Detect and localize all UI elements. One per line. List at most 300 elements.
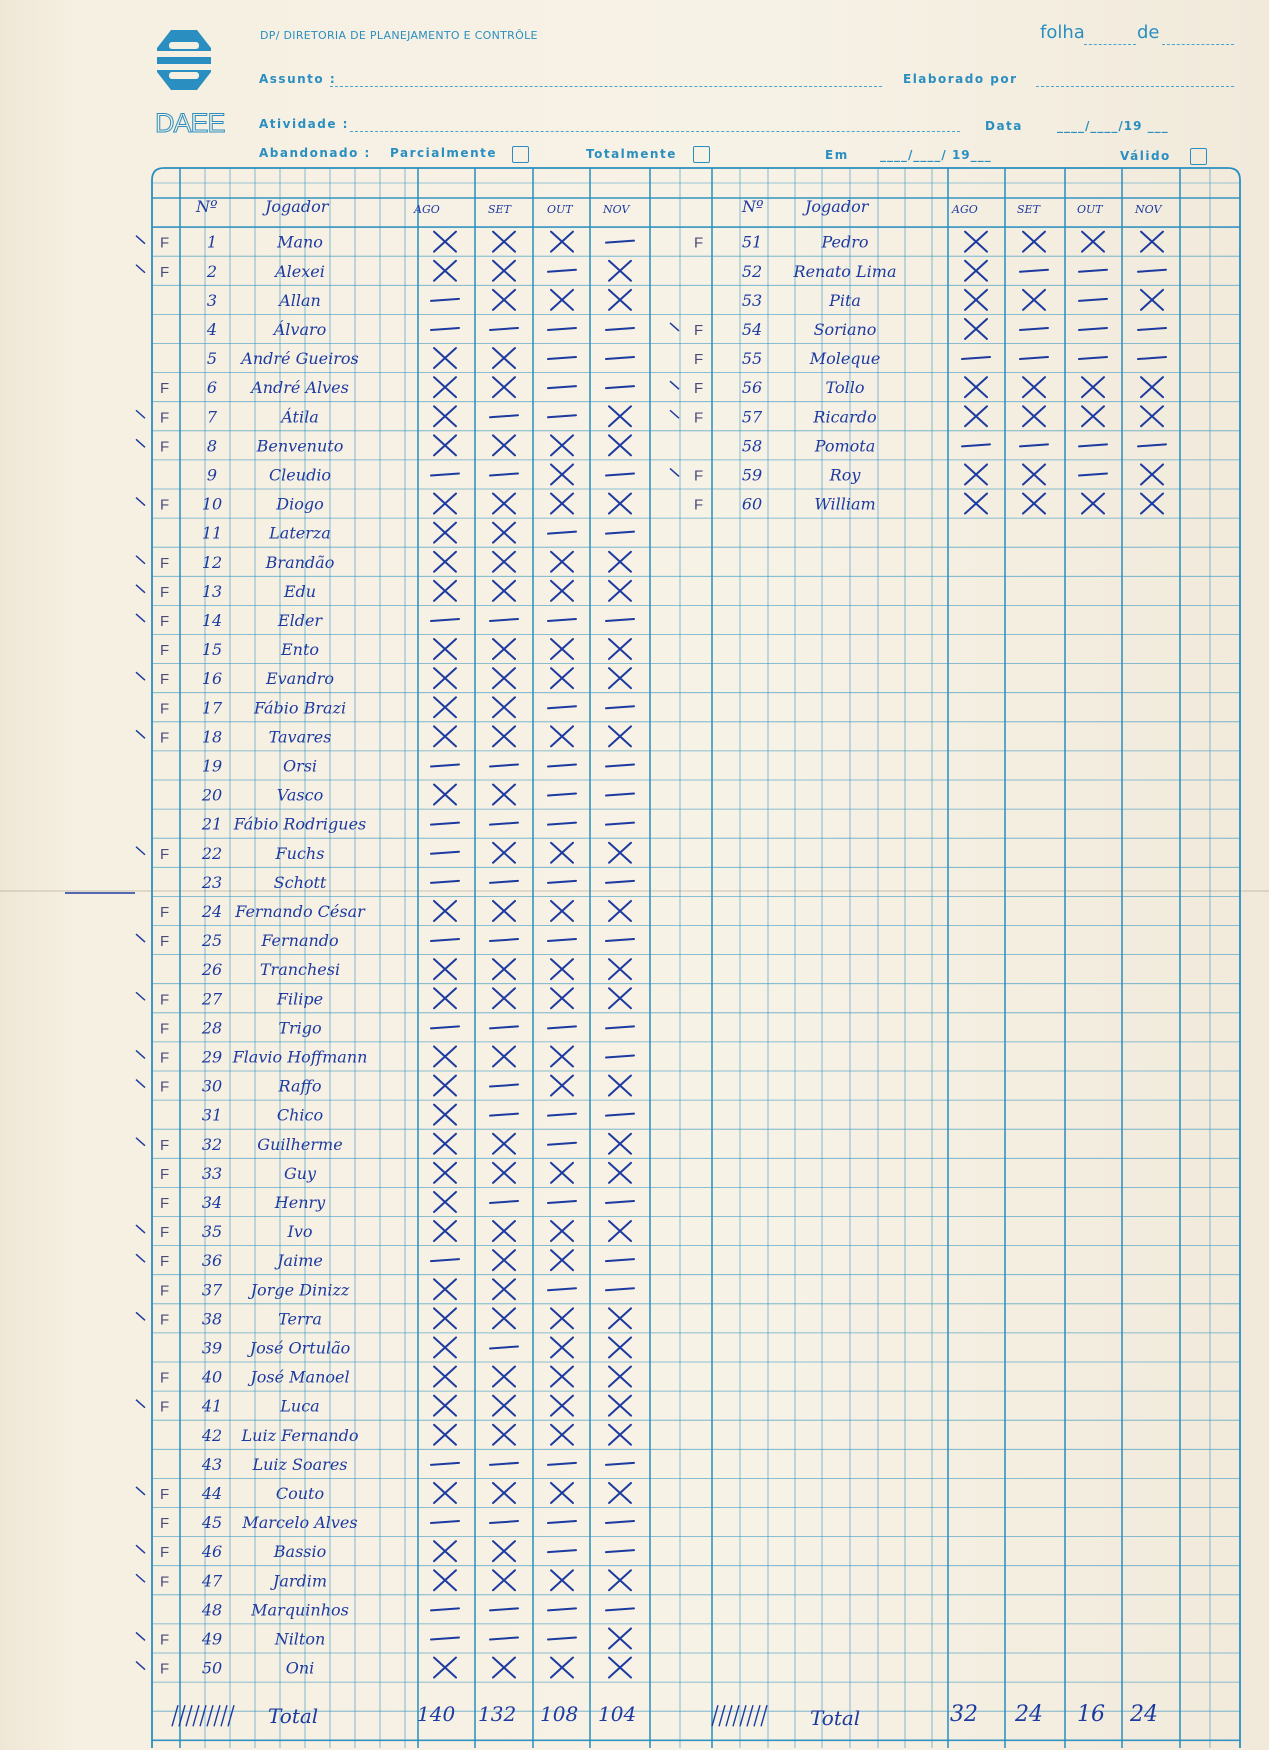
x-mark (551, 1250, 573, 1270)
player-number: 50 (201, 1658, 223, 1678)
x-mark (609, 1658, 631, 1678)
x-mark (434, 232, 456, 252)
table-row (742, 262, 897, 281)
x-mark (434, 1279, 456, 1299)
player-name: Guilherme (257, 1134, 343, 1154)
table-row (136, 1542, 326, 1561)
x-mark (493, 1658, 515, 1678)
player-number: 20 (201, 785, 223, 805)
totalmente-label: Totalmente (586, 147, 677, 161)
f-marker: F (160, 234, 170, 252)
x-mark (493, 348, 515, 368)
total-hatch (214, 1705, 220, 1726)
dash-mark (606, 881, 634, 883)
f-marker: F (160, 1020, 170, 1038)
tick-mark (136, 556, 145, 564)
x-mark (551, 1308, 573, 1328)
player-number: 12 (201, 552, 223, 572)
player-name: Terra (278, 1309, 322, 1329)
x-mark (434, 1308, 456, 1328)
x-mark (493, 1279, 515, 1299)
player-number: 54 (741, 319, 763, 339)
f-marker: F (694, 351, 704, 369)
x-mark (434, 581, 456, 601)
x-mark (609, 581, 631, 601)
x-mark (1023, 464, 1045, 484)
f-marker: F (160, 1282, 170, 1300)
dash-mark (1079, 473, 1107, 475)
total-hatch (733, 1705, 739, 1726)
x-mark (493, 261, 515, 281)
x-mark (434, 523, 456, 543)
x-mark (493, 232, 515, 252)
dash-mark (490, 823, 518, 825)
table-row (136, 727, 331, 746)
player-name: Laterza (269, 523, 331, 543)
right-total-out: 16 (1077, 1702, 1105, 1727)
total-hatch (186, 1705, 192, 1726)
x-mark (434, 639, 456, 659)
player-number: 36 (201, 1251, 223, 1271)
dash-mark (548, 1026, 576, 1028)
player-name: Benvenuto (256, 436, 344, 456)
x-mark (434, 1570, 456, 1590)
x-mark (609, 1221, 631, 1241)
x-mark (609, 639, 631, 659)
player-name: Pita (829, 290, 861, 310)
player-name: Elder (277, 610, 323, 630)
header-numero-right: Nº (742, 197, 764, 216)
table-row (160, 1368, 350, 1387)
dash-mark (490, 619, 518, 621)
player-number: 43 (201, 1454, 223, 1474)
dash-mark (431, 1637, 459, 1639)
x-mark (493, 901, 515, 921)
player-number: 23 (201, 872, 223, 892)
atividade-label: Atividade : (259, 117, 349, 131)
player-name: Flavio Hoffmann (232, 1047, 368, 1067)
player-number: 57 (741, 407, 763, 427)
table-row (201, 1600, 349, 1619)
player-name: Alexei (275, 261, 325, 281)
header-set-left: SET (488, 203, 511, 216)
player-name: Roy (829, 465, 861, 485)
total-hatch (719, 1705, 725, 1726)
x-mark (493, 435, 515, 455)
table-row (136, 1251, 323, 1270)
x-mark (551, 1076, 573, 1096)
x-mark (434, 697, 456, 717)
f-marker: F (160, 409, 170, 427)
total-hatch (221, 1705, 227, 1726)
dash-mark (490, 1026, 518, 1028)
player-number: 7 (206, 407, 218, 427)
x-mark (434, 668, 456, 688)
dash-mark (548, 706, 576, 708)
dash-mark (548, 1608, 576, 1610)
x-mark (1082, 406, 1104, 426)
x-mark (1082, 377, 1104, 397)
f-marker: F (694, 467, 704, 485)
dash-mark (606, 532, 634, 534)
x-mark (493, 959, 515, 979)
table-row (201, 815, 366, 834)
player-name: André Gueiros (241, 349, 359, 369)
f-marker: F (160, 729, 170, 747)
tick-mark (136, 1632, 145, 1640)
dash-mark (490, 1463, 518, 1465)
table-row (201, 960, 340, 979)
tick-mark (670, 323, 679, 331)
x-mark (493, 581, 515, 601)
player-name: Brandão (265, 552, 335, 572)
grid-frame (152, 168, 1240, 1748)
dash-mark (431, 764, 459, 766)
player-number: 25 (201, 931, 223, 951)
dash-mark (548, 619, 576, 621)
player-name: Henry (274, 1192, 326, 1212)
dash-mark (490, 473, 518, 475)
x-mark (551, 494, 573, 514)
x-mark (1023, 406, 1045, 426)
tick-mark (136, 934, 145, 942)
player-name: Filipe (276, 989, 324, 1009)
f-marker: F (160, 1544, 170, 1562)
x-mark (434, 1163, 456, 1183)
tick-mark (136, 236, 145, 244)
player-number: 22 (201, 843, 223, 863)
abandonado-label: Abandonado : (259, 146, 371, 160)
f-marker: F (160, 642, 170, 660)
daee-logo-text: DAEE (155, 108, 225, 138)
player-number: 45 (201, 1513, 223, 1533)
player-number: 59 (741, 465, 763, 485)
player-name: Tranchesi (259, 960, 341, 980)
dash-mark (606, 1288, 634, 1290)
dash-mark (606, 1114, 634, 1116)
data-field[interactable]: ____/____/19 ___ (1057, 119, 1169, 133)
tick-mark (136, 1574, 145, 1582)
f-marker: F (160, 1253, 170, 1271)
x-mark (551, 988, 573, 1008)
dash-mark (1079, 270, 1107, 272)
total-hatch (761, 1705, 767, 1726)
x-mark (551, 843, 573, 863)
x-mark (493, 1541, 515, 1561)
table-row (201, 1455, 348, 1474)
player-number: 26 (201, 960, 223, 980)
left-total-set: 132 (478, 1702, 517, 1726)
player-number: 11 (201, 523, 223, 543)
total-hatch (228, 1705, 234, 1726)
table-row (160, 1513, 358, 1532)
player-number: 24 (201, 901, 223, 921)
player-number: 15 (201, 640, 223, 660)
x-mark (434, 1425, 456, 1445)
dash-mark (548, 1637, 576, 1639)
player-name: Couto (275, 1483, 325, 1503)
table-row (207, 291, 321, 310)
total-hatch (712, 1705, 718, 1726)
player-name: Moleque (809, 349, 881, 369)
dash-mark (548, 1143, 576, 1145)
table-row (694, 233, 869, 252)
x-mark (609, 552, 631, 572)
dash-mark (548, 823, 576, 825)
table-row (136, 1047, 367, 1066)
table-row (136, 262, 325, 281)
tick-mark (136, 672, 145, 680)
x-mark (434, 1483, 456, 1503)
dash-mark (1079, 328, 1107, 330)
dash-mark (490, 1114, 518, 1116)
total-hatch (172, 1705, 178, 1726)
dash-mark (606, 1201, 634, 1203)
x-mark (434, 988, 456, 1008)
x-mark (493, 494, 515, 514)
table-row (207, 465, 331, 484)
dash-mark (548, 1463, 576, 1465)
dash-mark (490, 328, 518, 330)
elaborado-label: Elaborado por (903, 72, 1018, 86)
dash-mark (1079, 357, 1107, 359)
table-row (202, 756, 317, 775)
player-number: 37 (201, 1280, 223, 1300)
dash-mark (1079, 299, 1107, 301)
f-marker: F (694, 496, 704, 514)
f-marker: F (160, 1224, 170, 1242)
tick-mark (136, 1254, 145, 1262)
x-mark (551, 1163, 573, 1183)
header-jogador-left: Jogador (265, 197, 329, 216)
x-mark (434, 1337, 456, 1357)
x-mark (965, 494, 987, 514)
f-marker: F (160, 1194, 170, 1212)
dash-mark (606, 939, 634, 941)
f-marker: F (160, 496, 170, 514)
table-row (136, 1629, 325, 1648)
player-name: Marquinhos (251, 1600, 349, 1620)
dash-mark (606, 386, 634, 388)
table-row (160, 1018, 322, 1037)
table-row (136, 1309, 322, 1328)
dash-mark (548, 764, 576, 766)
dash-mark (606, 473, 634, 475)
dash-mark (548, 357, 576, 359)
dash-mark (606, 241, 634, 243)
tick-mark (136, 1662, 145, 1670)
dash-mark (548, 386, 576, 388)
dash-mark (606, 1521, 634, 1523)
f-marker: F (160, 612, 170, 630)
em-label: Em (825, 148, 849, 162)
x-mark (609, 1134, 631, 1154)
x-mark (965, 232, 987, 252)
parcialmente-label: Parcialmente (390, 146, 497, 160)
x-mark (1023, 494, 1045, 514)
tick-mark (136, 1545, 145, 1553)
dash-mark (962, 357, 990, 359)
player-name: Trigo (278, 1018, 322, 1038)
x-mark (434, 1221, 456, 1241)
header-out-right: OUT (1077, 203, 1103, 216)
player-name: Ivo (287, 1222, 313, 1242)
x-mark (493, 1367, 515, 1387)
player-number: 40 (201, 1367, 223, 1387)
f-marker: F (160, 1573, 170, 1591)
x-mark (1141, 290, 1163, 310)
tick-mark (136, 1312, 145, 1320)
player-name: William (814, 494, 876, 514)
x-mark (609, 1628, 631, 1648)
f-marker: F (160, 1515, 170, 1533)
f-marker: F (160, 1136, 170, 1154)
x-mark (609, 290, 631, 310)
x-mark (493, 523, 515, 543)
x-mark (965, 261, 987, 281)
table-row (160, 902, 366, 921)
x-mark (551, 1658, 573, 1678)
x-mark (434, 406, 456, 426)
player-number: 46 (201, 1542, 223, 1562)
player-number: 42 (201, 1425, 223, 1445)
dash-mark (490, 881, 518, 883)
table-row (136, 1571, 327, 1590)
player-name: Luiz Soares (252, 1454, 348, 1474)
header-numero-left: Nº (196, 197, 218, 216)
dash-mark (490, 1521, 518, 1523)
department-title: DP/ DIRETORIA DE PLANEJAMENTO E CONTRÔLE (260, 29, 538, 42)
x-mark (493, 639, 515, 659)
player-number: 34 (201, 1192, 223, 1212)
tick-mark (136, 439, 145, 447)
dash-mark (490, 1608, 518, 1610)
tick-mark (136, 1138, 145, 1146)
dash-mark (1020, 357, 1048, 359)
dash-mark (490, 415, 518, 417)
table-row (160, 698, 346, 717)
x-mark (965, 319, 987, 339)
dash-mark (490, 1085, 518, 1087)
player-name: Chico (276, 1105, 324, 1125)
player-name: Pomota (814, 436, 876, 456)
table-row (670, 320, 876, 339)
x-mark (434, 494, 456, 514)
dash-mark (1138, 444, 1166, 446)
dash-mark (548, 1521, 576, 1523)
f-marker: F (160, 845, 170, 863)
tick-mark (136, 1400, 145, 1408)
dash-mark (431, 1608, 459, 1610)
dash-mark (548, 532, 576, 534)
x-mark (609, 494, 631, 514)
x-mark (1141, 232, 1163, 252)
player-name: Allan (279, 290, 321, 310)
player-name: Schott (273, 872, 327, 892)
x-mark (493, 1308, 515, 1328)
em-field[interactable]: ____/____/ 19___ (880, 148, 992, 162)
x-mark (609, 988, 631, 1008)
player-name: Álvaro (273, 319, 327, 339)
player-number: 6 (206, 378, 218, 398)
player-name: Renato Lima (793, 261, 897, 281)
dash-mark (548, 1201, 576, 1203)
dash-mark (548, 328, 576, 330)
player-number: 41 (201, 1396, 223, 1416)
x-mark (609, 435, 631, 455)
tick-mark (136, 730, 145, 738)
dash-mark (606, 823, 634, 825)
x-mark (551, 290, 573, 310)
dash-mark (431, 852, 459, 854)
x-mark (434, 726, 456, 746)
table-row (201, 786, 323, 805)
x-mark (434, 1367, 456, 1387)
x-mark (609, 261, 631, 281)
x-mark (609, 1163, 631, 1183)
x-mark (609, 726, 631, 746)
tick-mark (136, 585, 145, 593)
table-row (202, 1106, 323, 1125)
f-marker: F (160, 933, 170, 951)
player-number: 56 (741, 378, 763, 398)
dash-mark (548, 270, 576, 272)
dash-mark (548, 1114, 576, 1116)
player-number: 38 (201, 1309, 223, 1329)
table-row (136, 1222, 313, 1241)
x-mark (965, 406, 987, 426)
player-number: 48 (201, 1600, 223, 1620)
x-mark (609, 901, 631, 921)
table-row (670, 378, 864, 397)
player-name: Marcelo Alves (242, 1513, 358, 1533)
player-name: Luiz Fernando (241, 1425, 359, 1445)
header-out-left: OUT (547, 203, 573, 216)
tick-mark (136, 265, 145, 273)
player-number: 19 (201, 756, 223, 776)
player-name: Fábio Brazi (253, 698, 347, 718)
player-number: 33 (201, 1163, 223, 1183)
table-row (202, 1338, 350, 1357)
assunto-label: Assunto : (259, 72, 337, 86)
de-label: de (1137, 22, 1160, 43)
left-total-nov: 104 (598, 1702, 637, 1726)
player-name: Átila (281, 407, 319, 427)
player-name: Orsi (282, 756, 318, 776)
x-mark (493, 1396, 515, 1416)
valido-label: Válido (1120, 149, 1171, 163)
player-number: 17 (201, 698, 223, 718)
tick-mark (136, 847, 145, 855)
tick-mark (136, 1080, 145, 1088)
x-mark (1141, 494, 1163, 514)
dash-mark (606, 1463, 634, 1465)
table-row (694, 495, 876, 514)
total-hatch (740, 1705, 746, 1726)
dash-mark (606, 619, 634, 621)
right-total-set: 24 (1015, 1702, 1043, 1727)
table-row (136, 1659, 314, 1678)
x-mark (551, 668, 573, 688)
dash-mark (431, 1463, 459, 1465)
player-name: Edu (283, 581, 317, 601)
player-number: 60 (741, 494, 763, 514)
x-mark (434, 1658, 456, 1678)
header-ago-left: AGO (414, 203, 440, 216)
player-name: Tavares (268, 727, 332, 747)
player-name: Evandro (265, 669, 335, 689)
table-row (136, 989, 323, 1008)
